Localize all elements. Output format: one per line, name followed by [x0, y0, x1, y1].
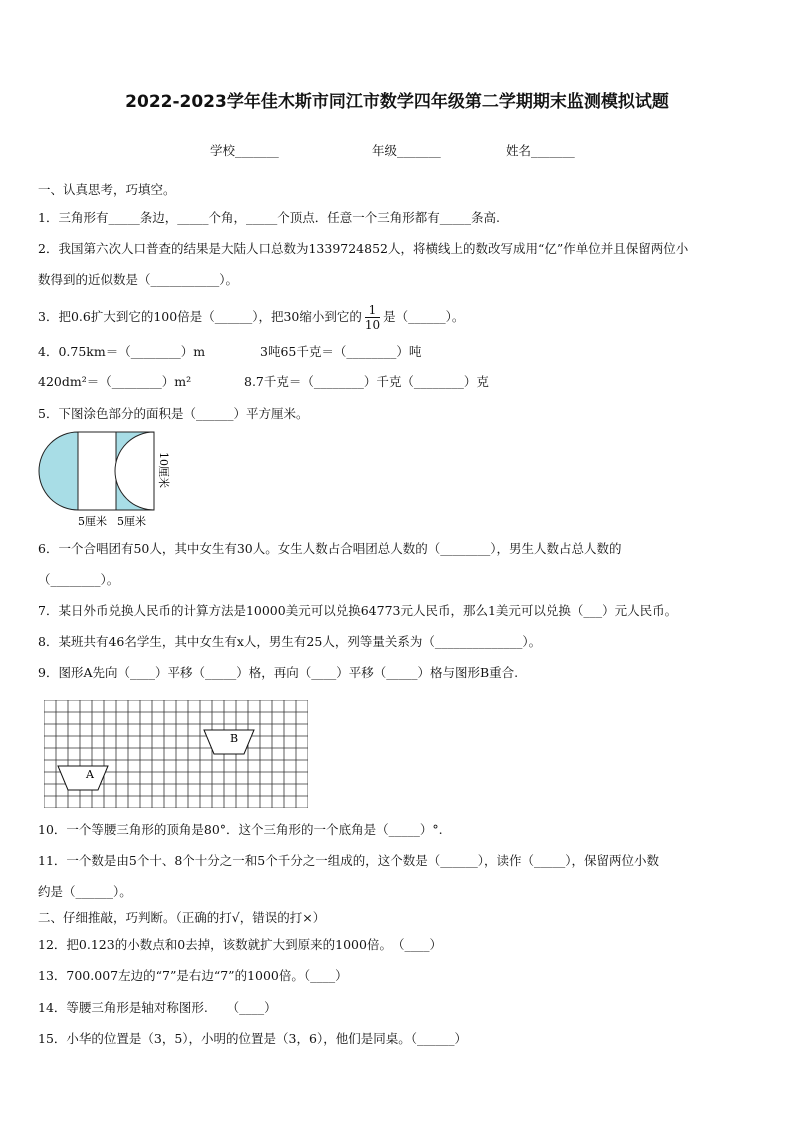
shape-b: [204, 730, 254, 754]
question-7: 7．某日外币兑换人民币的计算方法是10000美元可以兑换64773元人民币，那么1美元可以兑换（___）元人民币。: [38, 603, 678, 618]
section-1-heading: 一、认真思考，巧填空。: [38, 182, 176, 197]
shape-b-label: B: [230, 732, 239, 745]
shape-a: [58, 766, 108, 790]
question-2-line-2: 数得到的近似数是（___________）。: [38, 272, 239, 287]
name-field: 姓名_______: [506, 143, 575, 158]
section-2-heading: 二、仔细推敲，巧判断。（正确的打√，错误的打×）: [38, 910, 326, 925]
white-middle-rect: [78, 432, 116, 510]
shaded-area-figure: [38, 430, 178, 530]
question-11-line-2: 约是（______）。: [38, 884, 132, 899]
grade-field: 年级_______: [372, 143, 441, 158]
question-13: 13．700.007左边的“7”是右边“7”的1000倍。（____）: [38, 968, 348, 983]
question-10: 10．一个等腰三角形的顶角是80°．这个三角形的一个底角是（_____）°.: [38, 822, 443, 837]
question-5: 5．下图涂色部分的面积是（______）平方厘米。: [38, 406, 309, 421]
label-10cm: 10厘米: [157, 452, 170, 488]
question-4-a: 4．0.75km＝（________）m: [38, 344, 206, 359]
question-6-line-2: （________）。: [38, 572, 120, 587]
question-12: 12．把0.123的小数点和0去掉，该数就扩大到原来的1000倍。 （____）: [38, 937, 442, 952]
left-half-circle: [39, 432, 78, 510]
label-5cm-right: 5厘米: [117, 515, 146, 528]
question-15: 15．小华的位置是（3，5），小明的位置是（3，6），他们是同桌。（______）: [38, 1031, 467, 1046]
fraction-one-tenth: [365, 303, 380, 332]
shape-a-label: A: [86, 768, 94, 781]
fraction-numerator: 1: [365, 303, 380, 318]
question-4-c: 420dm²＝（________）m²: [38, 374, 192, 389]
label-5cm-left: 5厘米: [78, 515, 107, 528]
fraction-denominator: 10: [364, 318, 381, 332]
question-9: 9．图形A先向（____）平移（_____）格，再向（____）平移（_____）格与图形B重合.: [38, 665, 519, 680]
question-3-part-1: 3．把0.6扩大到它的100倍是（______），把30缩小到它的: [38, 309, 362, 324]
question-11-line-1: 11．一个数是由5个十、8个十分之一和5个千分之一组成的，这个数是（______），读作（_____），保留两位小数: [38, 853, 660, 868]
question-2-line-1: 2．我国第六次人口普查的结果是大陆人口总数为1339724852人，将横线上的数改写成用“亿”作单位并且保留两位小: [38, 241, 689, 256]
question-3: [38, 302, 464, 332]
question-8: 8．某班共有46名学生，其中女生有x人，男生有25人，列等量关系为（______________）。: [38, 634, 542, 649]
question-1: 1．三角形有_____条边，_____个角，_____个顶点．任意一个三角形都有_____条高.: [38, 210, 500, 225]
school-field: 学校_______: [210, 143, 279, 158]
question-3-part-2: 是（______）。: [383, 309, 465, 324]
translation-grid: [44, 700, 308, 808]
question-4-d: 8.7千克＝（________）千克（________）克: [244, 374, 489, 389]
question-4-b: 3吨65千克＝（________）吨: [260, 344, 422, 359]
question-6-line-1: 6．一个合唱团有50人，其中女生有30人。女生人数占合唱团总人数的（________），男生人数占总人数的: [38, 541, 622, 556]
page-title: 2022-2023学年佳木斯市同江市数学四年级第二学期期末监测模拟试题: [125, 92, 669, 112]
question-14: 14．等腰三角形是轴对称图形. （____）: [38, 1000, 277, 1015]
